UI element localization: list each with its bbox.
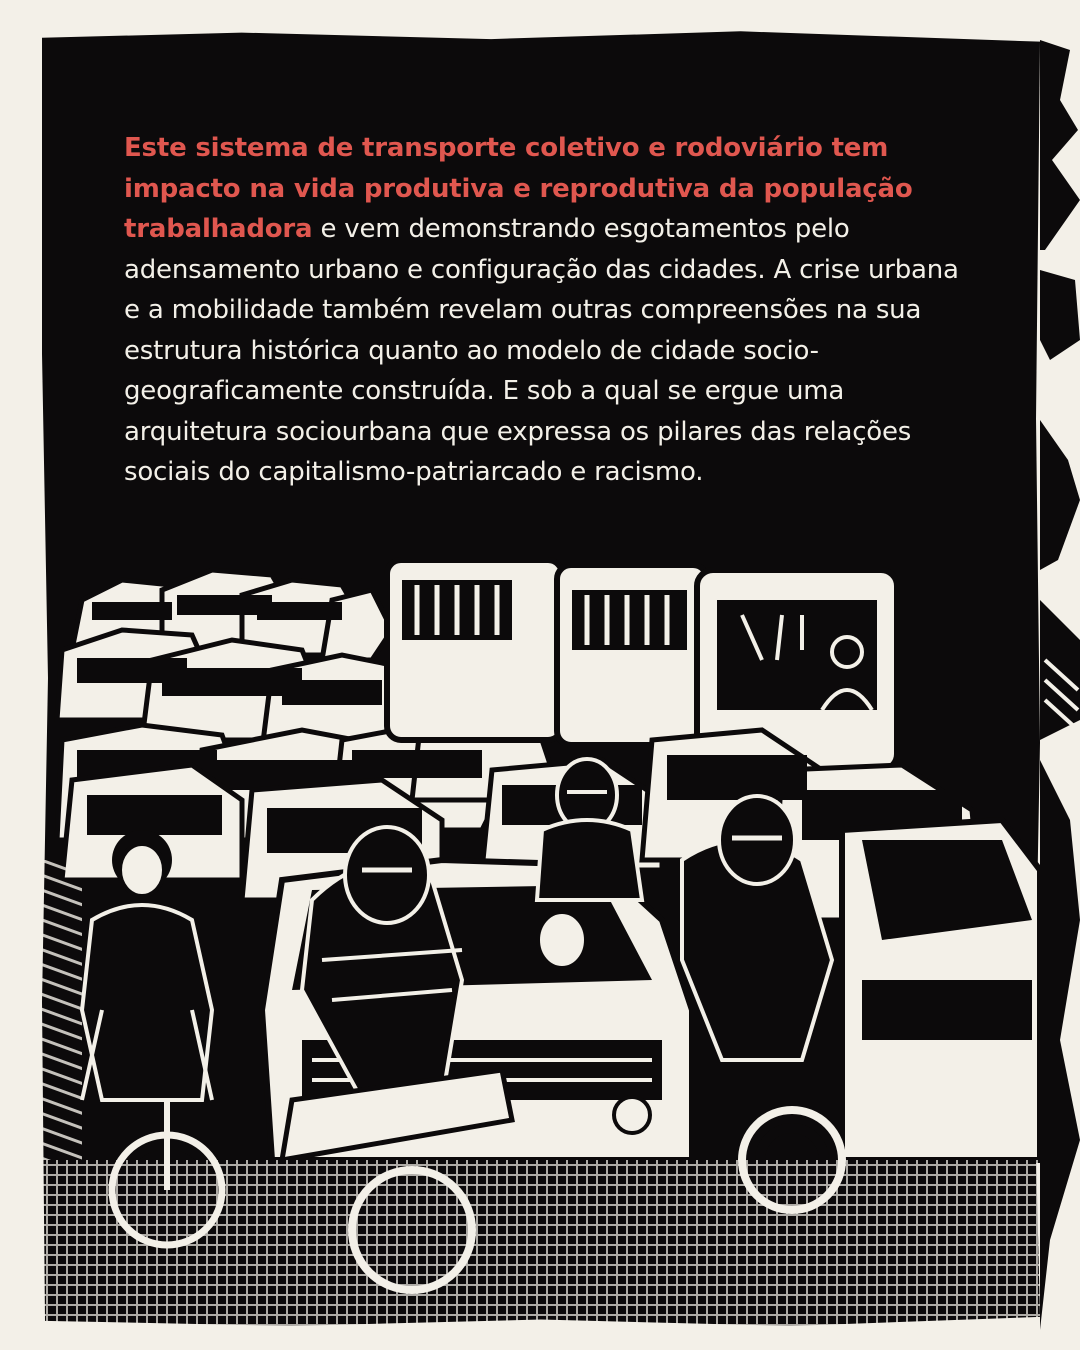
- buses: [387, 560, 897, 770]
- car-passenger: [538, 912, 586, 968]
- paragraph-highlight: Este sistema de transporte coletivo e rodoviário tem impacto na vida produtiva e reprodutiva da população trabalhadora: [124, 133, 913, 244]
- traffic-woodcut-illustration: [42, 540, 1040, 1326]
- paragraph-body: e vem demonstrando esgotamentos pelo adensamento urbano e configuração das cidades. A crise urbana e a mobilidade também revelam outras compreensões na sua estrutura histórica quanto ao modelo de cidade socio-geograficamente construída. E sob a qual se ergue uma arquitetura sociourbana que expressa os pilares das relações sociais do capitalismo-patriarcado e racismo.: [124, 214, 959, 487]
- main-paragraph: [124, 128, 974, 493]
- right-car: [842, 820, 1040, 1160]
- right-edge-woodcut: [1040, 40, 1080, 1330]
